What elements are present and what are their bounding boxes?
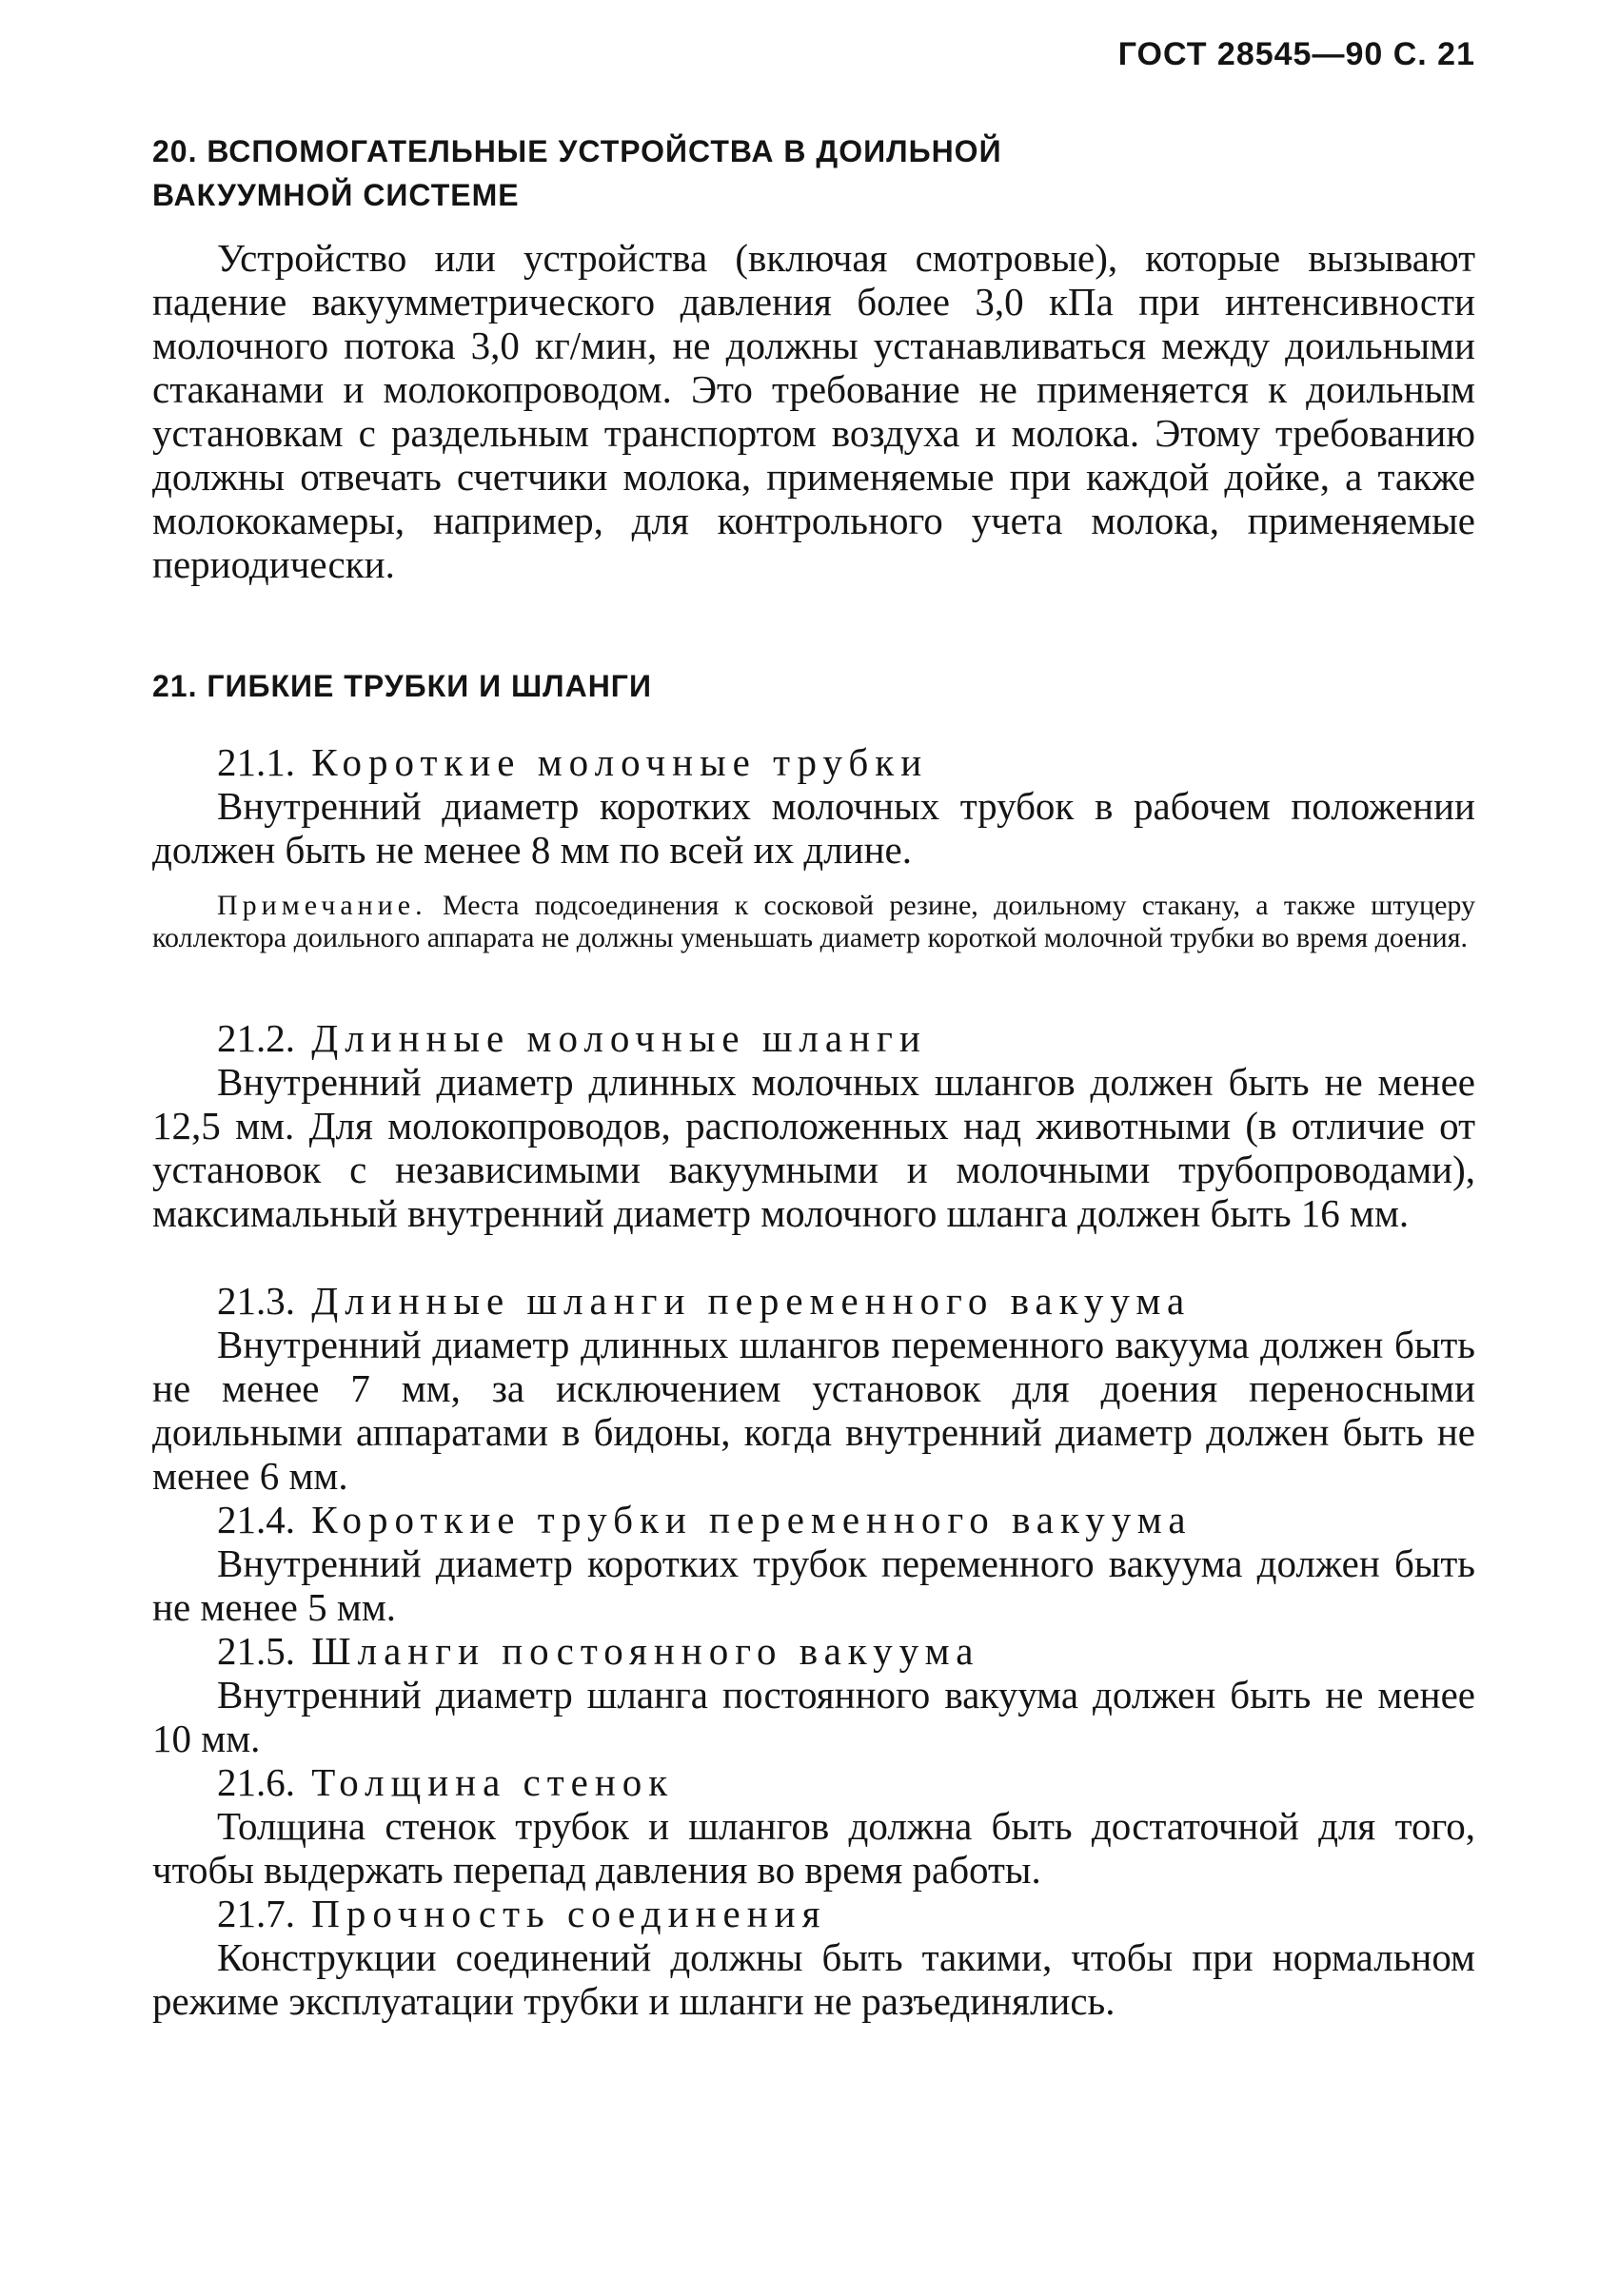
subsection-number: 21.6. — [217, 1760, 295, 1804]
subsection-21-7 — [152, 1892, 1475, 2023]
subsection-text: Внутренний диаметр шланга постоянного вакуума должен быть не менее 10 мм. — [152, 1673, 1475, 1760]
subsection-heading: Короткие трубки переменного вакуума — [311, 1498, 1193, 1541]
running-header: ГОСТ 28545—90 С. 21 — [1117, 36, 1475, 72]
subsection-heading: Прочность соединения — [311, 1892, 827, 1935]
subsection-heading: Толщина стенок — [311, 1760, 675, 1804]
section-20-paragraph: Устройство или устройства (включая смотровые), которые вызывают падение вакуумметрического давления более 3,0 кПа при интенсивности молочного потока 3,0 кг/мин, не должны устанавливаться между доильными стаканами и молокопроводом. Это требование не применяется к доильным установкам с раздельным транспортом воздуха и молока. Этому требованию должны отвечать счетчики молока, применяемые при каждой дойке, а также молококамеры, например, для контрольного учета молока, применяемые периодически. — [152, 236, 1475, 586]
note-block — [152, 890, 1475, 954]
section-21-title: 21. ГИБКИЕ ТРУБКИ И ШЛАНГИ — [152, 669, 652, 703]
subsection-21-2 — [152, 1016, 1475, 1235]
subsection-21-1 — [152, 740, 1475, 872]
subsection-21-4 — [152, 1498, 1475, 1629]
subsection-text: Конструкции соединений должны быть такими, чтобы при нормальном режиме эксплуатации трубки и шланги не разъединялись. — [152, 1935, 1475, 2023]
subsection-title — [152, 1498, 1475, 1541]
note-paragraph — [152, 890, 1475, 954]
subsection-21-5 — [152, 1629, 1475, 1760]
subsection-number: 21.4. — [217, 1498, 295, 1541]
subsection-heading: Длинные молочные шланги — [311, 1016, 927, 1060]
subsection-text: Внутренний диаметр коротких молочных трубок в рабочем положении должен быть не менее 8 мм по всей их длине. — [152, 784, 1475, 872]
subsection-heading: Длинные шланги переменного вакуума — [311, 1279, 1192, 1323]
section-21-heading — [152, 664, 1475, 708]
section-20-title-line2: ВАКУУМНОЙ СИСТЕМЕ — [152, 178, 520, 212]
subsection-title — [152, 1016, 1475, 1060]
subsection-heading: Шланги постоянного вакуума — [311, 1629, 980, 1673]
document-page — [152, 0, 1475, 2296]
section-20-body — [152, 236, 1475, 586]
section-20-heading — [152, 129, 1475, 217]
note-label: Примечание. — [217, 890, 427, 921]
subsection-title — [152, 1629, 1475, 1673]
section-20-title-line1: 20. ВСПОМОГАТЕЛЬНЫЕ УСТРОЙСТВА В ДОИЛЬНОЙ — [152, 134, 1002, 168]
subsection-text: Внутренний диаметр длинных молочных шлангов должен быть не менее 12,5 мм. Для молокопроводов, расположенных над животными (в отличие от установок с независимыми вакуумными и молочными трубопроводами), максимальный внутренний диаметр молочного шланга должен быть 16 мм. — [152, 1060, 1475, 1235]
subsection-number: 21.2. — [217, 1016, 295, 1060]
note-text: Места подсоединения к сосковой резине, доильному стакану, а также штуцеру коллектора доильного аппарата не должны уменьшать диаметр короткой молочной трубки во время доения. — [152, 890, 1476, 953]
subsection-title — [152, 1760, 1475, 1804]
subsection-title — [152, 740, 1475, 784]
subsection-text: Внутренний диаметр длинных шлангов переменного вакуума должен быть не менее 7 мм, за исключением установок для доения переносными доильными аппаратами в бидоны, когда внутренний диаметр должен быть не менее 6 мм. — [152, 1323, 1475, 1498]
subsection-heading: Короткие молочные трубки — [311, 740, 929, 784]
subsection-number: 21.1. — [217, 740, 295, 784]
subsection-text: Внутренний диаметр коротких трубок переменного вакуума должен быть не менее 5 мм. — [152, 1541, 1475, 1629]
subsection-number: 21.7. — [217, 1892, 295, 1935]
subsection-text: Толщина стенок трубок и шлангов должна быть достаточной для того, чтобы выдержать перепад давления во время работы. — [152, 1804, 1475, 1892]
subsection-title — [152, 1279, 1475, 1323]
subsection-number: 21.3. — [217, 1279, 295, 1323]
subsection-number: 21.5. — [217, 1629, 295, 1673]
subsection-21-6 — [152, 1760, 1475, 1892]
subsection-title — [152, 1892, 1475, 1935]
subsection-21-3 — [152, 1279, 1475, 1498]
